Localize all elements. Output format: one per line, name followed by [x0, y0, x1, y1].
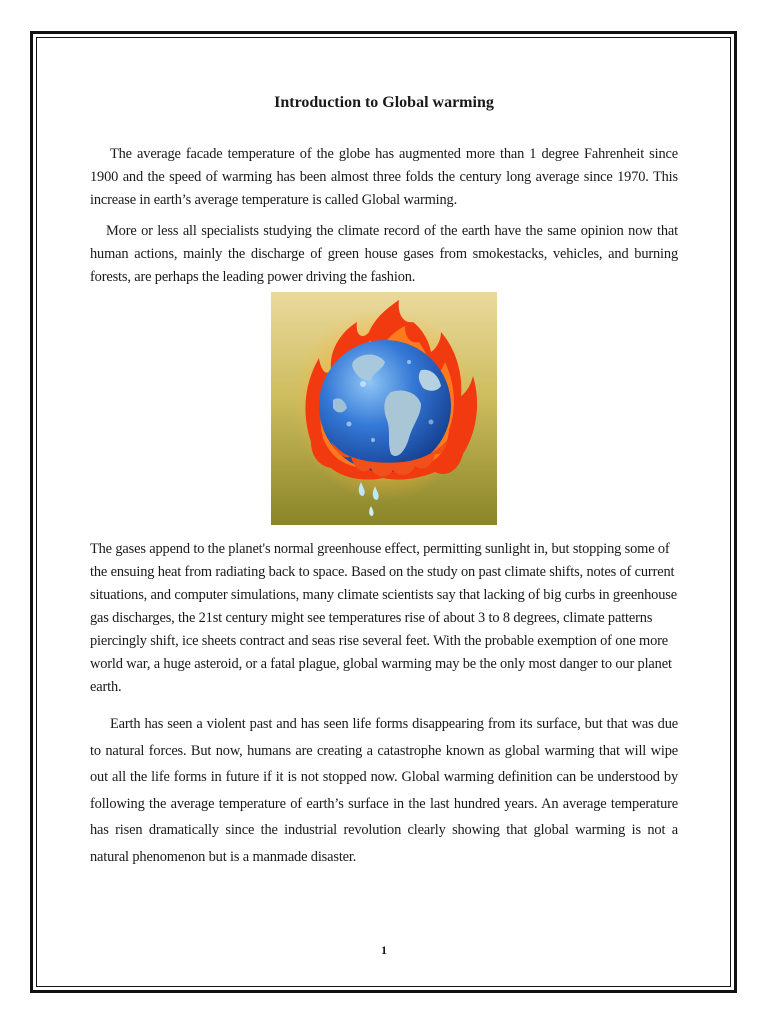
document-title: Introduction to Global warming	[274, 94, 494, 111]
burning-earth-icon	[271, 292, 497, 525]
paragraph-4: Earth has seen a violent past and has seen life forms disappearing from its surface, but that was due to natural forces. But now, humans are creating a catastrophe known as global warming that will wipe out all the life forms in future if it is not stopped now. Global warming definition can be understood by following the average temperature of earth’s surface in the last hundred years. An average temperature has risen dramatically since the industrial revolution clearly showing that global warming is not a natural phenomenon but is a manmade disaster.	[90, 716, 678, 865]
paragraph-3: The gases append to the planet's normal greenhouse effect, permitting sunlight in, but stopping some of the ensuing heat from radiating back to space. Based on the study on past climate shifts, notes of current situations, and computer simulations, many climate scientists say that lacking of big curbs in greenhouse gas discharges, the 21st century might see temperatures rise of about 3 to 8 degrees, climate patterns piercingly shift, ice sheets contract and seas rise several feet. With the probable exemption of one more world war, a huge asteroid, or a fatal plague, global warming may be the only most danger to our planet earth.	[90, 541, 677, 695]
burning-earth-image	[271, 292, 497, 525]
page-number: 1	[381, 943, 387, 957]
paragraph-1: The average facade temperature of the globe has augmented more than 1 degree Fahrenheit since 1900 and the speed of warming has been almost three folds the century long average since 1970. This increase in earth’s average temperature is called Global warming.	[90, 146, 678, 208]
paragraph-2: More or less all specialists studying the climate record of the earth have the same opinion now that human actions, mainly the discharge of green house gases from smokestacks, vehicles, and burning forests, are perhaps the leading power driving the fashion.	[90, 223, 678, 285]
